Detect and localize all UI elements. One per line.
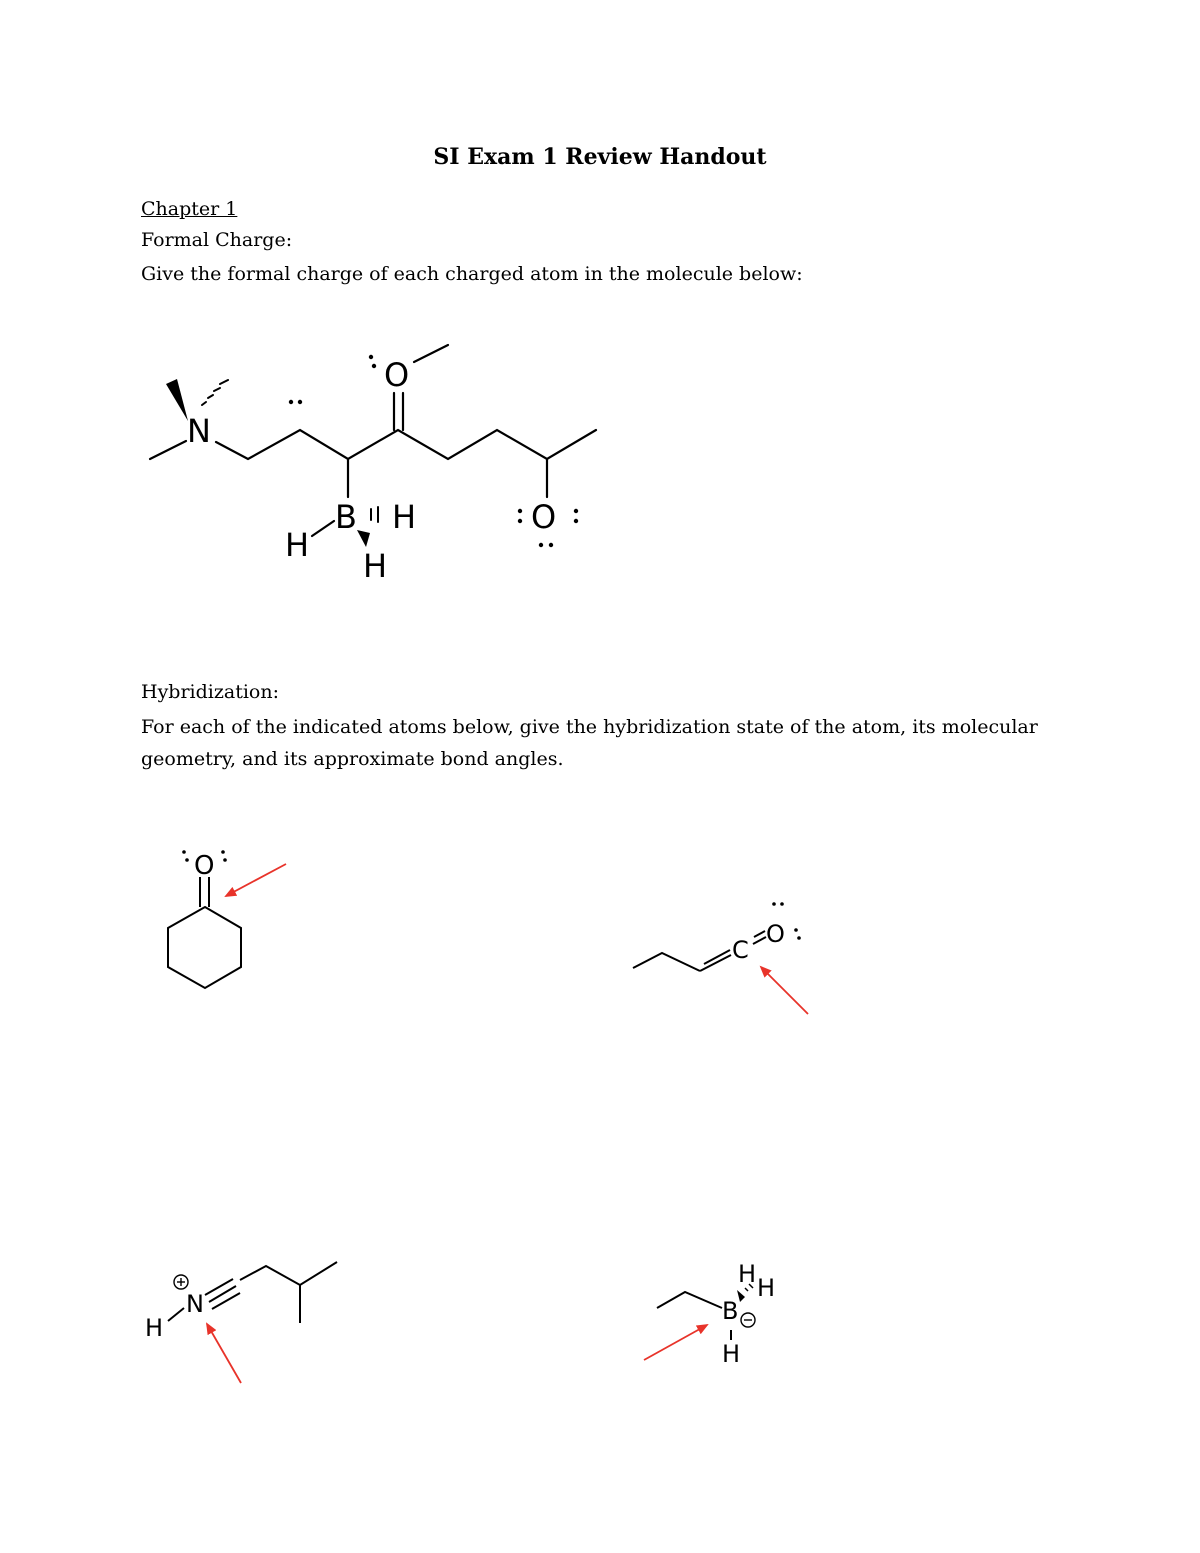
chapter-heading: Chapter 1 — [141, 198, 238, 220]
hydrogen-atom: H — [363, 547, 388, 585]
nitrogen-atom: N — [187, 412, 211, 450]
carbon-atom: C — [732, 936, 749, 964]
oxygen-atom: O — [766, 920, 785, 948]
wedge-bond — [166, 379, 188, 421]
formal-charge-atoms — [187, 356, 556, 585]
hash-bond — [202, 380, 228, 405]
cyclohexanone-figure — [168, 864, 286, 988]
hybridization-question: For each of the indicated atoms below, give the hybridization state of the atom, its molecular geometry, and its approximate bond angles. — [141, 716, 1038, 770]
oxygen-atom: O — [531, 498, 557, 536]
hydrogen-atom: H — [145, 1314, 164, 1342]
hydrogen-atom: H — [285, 526, 310, 564]
hydrogen-atom: H — [392, 498, 417, 536]
indicator-arrow — [644, 1325, 707, 1360]
formal-charge-heading: Formal Charge: — [141, 229, 293, 251]
bond — [150, 441, 186, 459]
hybridization-heading: Hybridization: — [141, 681, 279, 703]
cyclohexane-ring — [168, 907, 241, 988]
document-title: SI Exam 1 Review Handout — [433, 144, 767, 170]
oxygen-atom: O — [194, 851, 215, 881]
hydrogen-atom: H — [722, 1340, 741, 1368]
nitrilium-figure — [168, 1262, 337, 1383]
oxygen-atom: O — [384, 356, 410, 394]
bond — [312, 521, 334, 536]
formal-charge-question: Give the formal charge of each charged atom in the molecule below: — [141, 263, 803, 285]
indicator-arrow — [207, 1324, 241, 1383]
carbon-chain — [216, 430, 596, 459]
indicator-arrow — [761, 967, 808, 1014]
boron-atom: B — [335, 498, 357, 536]
nitrogen-atom: N — [186, 1290, 204, 1318]
hydrogen-atom: H — [738, 1260, 757, 1288]
boron-atom: B — [722, 1297, 739, 1325]
bond — [414, 345, 448, 362]
hydrogen-atom: H — [757, 1274, 776, 1302]
indicator-arrow — [226, 864, 286, 896]
wedge-bond — [357, 530, 370, 547]
formal-charge-molecule — [150, 345, 596, 547]
